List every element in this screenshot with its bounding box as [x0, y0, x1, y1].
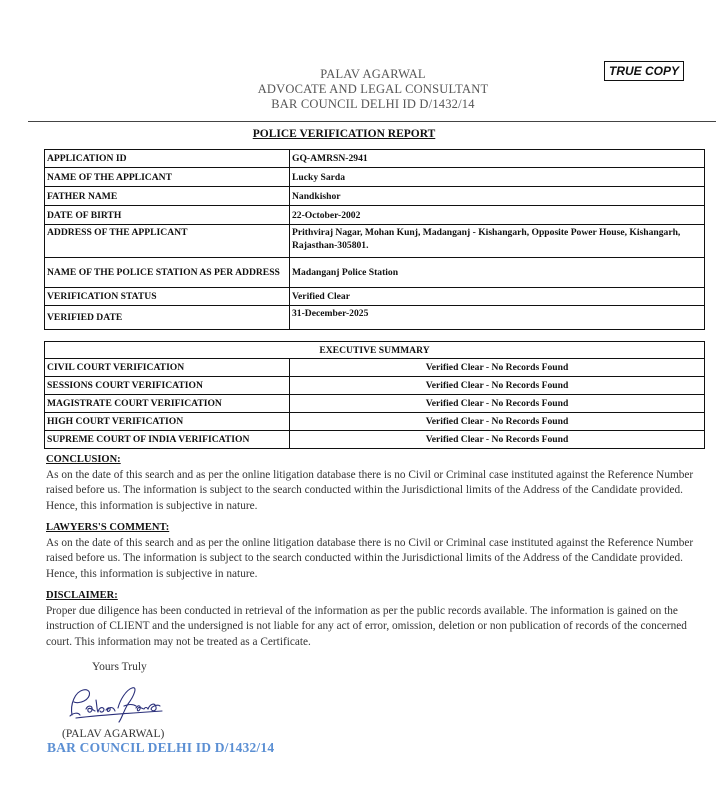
table-row [45, 225, 705, 258]
detail-label: ADDRESS OF THE APPLICANT [45, 225, 290, 258]
lawyers-comment-text: As on the date of this search and as per the online litigation database there is no Civil or Criminal case instituted against the Reference Number raised before us. The information is subject to the search conducted within the Jurisdictional limits of the Address of the Candidate provided. Hence, this information is subjective in nature. [46, 536, 694, 580]
footer-bar-id: BAR COUNCIL DELHI ID D/1432/14 [47, 740, 275, 755]
disclaimer-heading: DISCLAIMER: [46, 590, 118, 601]
table-row [45, 206, 705, 225]
summary-value: Verified Clear - No Records Found [290, 395, 705, 413]
summary-value: Verified Clear - No Records Found [290, 431, 705, 449]
conclusion-section [46, 452, 698, 514]
table-row [45, 187, 705, 206]
detail-label: DATE OF BIRTH [45, 206, 290, 225]
detail-value: 31-December-2025 [290, 306, 705, 330]
table-row [45, 395, 705, 413]
advocate-name: PALAV AGARWAL [320, 67, 426, 81]
detail-value: Verified Clear [290, 288, 705, 306]
table-row [45, 258, 705, 288]
detail-value: GQ-AMRSN-2941 [290, 150, 705, 168]
disclaimer-text: Proper due diligence has been conducted in retrieval of the information as per the public records available. The information is gained on the instruction of CLIENT and the undersigned is not liable for any act of error, omission, deletion or non publication of records of the concerned court. This information may not be treated as a Certificate. [46, 604, 687, 648]
detail-label: APPLICATION ID [45, 150, 290, 168]
summary-label: SESSIONS COURT VERIFICATION [45, 377, 290, 395]
table-row [45, 150, 705, 168]
detail-label: NAME OF THE POLICE STATION AS PER ADDRESS [45, 258, 290, 288]
detail-value: Prithviraj Nagar, Mohan Kunj, Madanganj - Kishangarh, Opposite Power House, Kishangarh, Rajasthan-305801. [290, 225, 705, 258]
applicant-details-table [44, 149, 705, 330]
signatory-name: (PALAV AGARWAL) [62, 728, 165, 740]
detail-value: 22-October-2002 [290, 206, 705, 225]
yours-truly: Yours Truly [92, 661, 147, 673]
summary-label: CIVIL COURT VERIFICATION [45, 359, 290, 377]
lawyers-comment-heading: LAWYERS'S COMMENT: [46, 522, 170, 533]
summary-label: MAGISTRATE COURT VERIFICATION [45, 395, 290, 413]
header-divider [28, 121, 716, 122]
summary-label: SUPREME COURT OF INDIA VERIFICATION [45, 431, 290, 449]
table-row [45, 431, 705, 449]
conclusion-text: As on the date of this search and as per the online litigation database there is no Civil or Criminal case instituted against the Reference Number raised before us. The information is subject to the search conducted within the Jurisdictional limits of the Address of the Candidate provided. Hence, this information is subjective in nature. [46, 468, 694, 512]
disclaimer-section [46, 588, 698, 650]
table-row [45, 377, 705, 395]
executive-summary-table [44, 341, 705, 449]
true-copy-stamp: TRUE COPY [604, 61, 684, 81]
signature-image [66, 682, 166, 724]
table-row [45, 288, 705, 306]
report-title: POLICE VERIFICATION REPORT [252, 128, 436, 140]
detail-label: VERIFIED DATE [45, 306, 290, 330]
detail-value: Nandkishor [290, 187, 705, 206]
detail-value: Lucky Sarda [290, 168, 705, 187]
summary-value: Verified Clear - No Records Found [290, 359, 705, 377]
detail-value: Madanganj Police Station [290, 258, 705, 288]
table-row [45, 342, 705, 359]
summary-value: Verified Clear - No Records Found [290, 377, 705, 395]
table-row [45, 168, 705, 187]
table-row [45, 413, 705, 431]
lawyers-comment-section [46, 520, 698, 582]
detail-label: VERIFICATION STATUS [45, 288, 290, 306]
detail-label: FATHER NAME [45, 187, 290, 206]
table-row [45, 306, 705, 330]
summary-heading: EXECUTIVE SUMMARY [45, 342, 705, 359]
detail-label: NAME OF THE APPLICANT [45, 168, 290, 187]
conclusion-heading: CONCLUSION: [46, 454, 121, 465]
table-row [45, 359, 705, 377]
advocate-role: ADVOCATE AND LEGAL CONSULTANT [257, 82, 489, 96]
header-bar-id: BAR COUNCIL DELHI ID D/1432/14 [271, 97, 475, 111]
summary-value: Verified Clear - No Records Found [290, 413, 705, 431]
summary-label: HIGH COURT VERIFICATION [45, 413, 290, 431]
